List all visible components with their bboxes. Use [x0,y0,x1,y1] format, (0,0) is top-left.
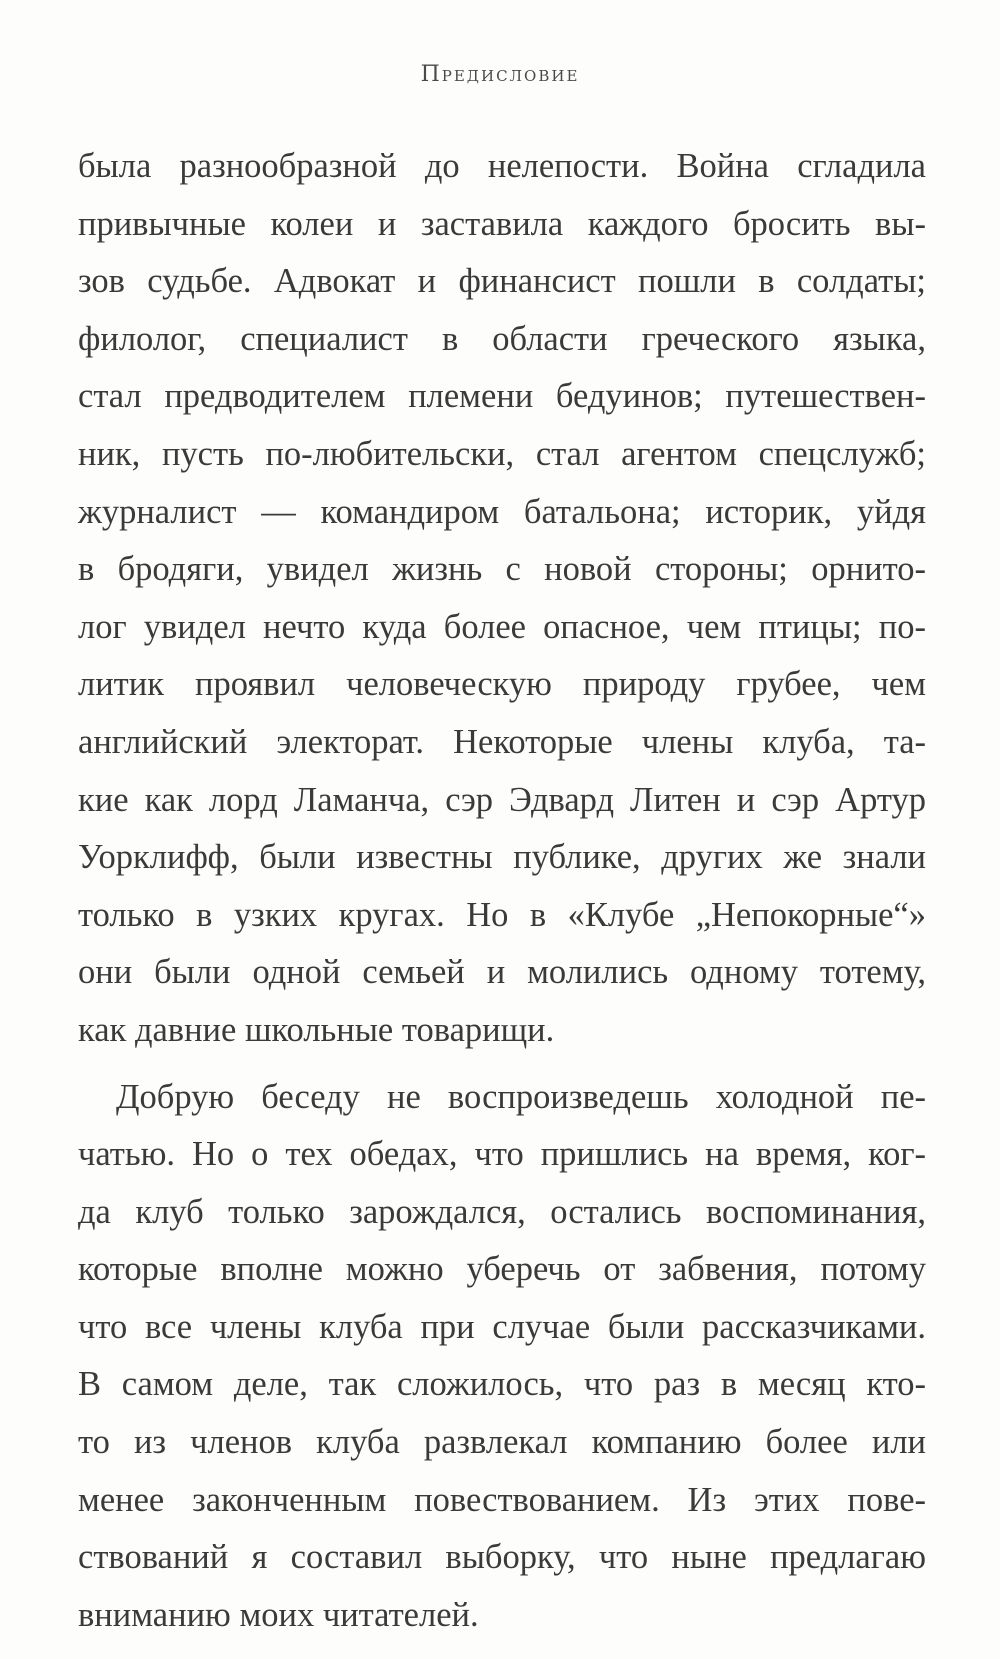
text-line: была разнообразной до нелепости. Война сгладила [78,147,926,185]
text-line: ник, пусть по-любительски, стал агентом спецслужб; [78,434,926,473]
text-line: то из членов клуба развлекал компанию более или [78,1423,926,1462]
text-line: что все члены клуба при случае были рассказчиками. [78,1307,926,1346]
text-line: филолог, специалист в области греческого языка, [78,319,926,358]
text-line: зов судьбе. Адвокат и финансист пошли в солдаты; [78,262,926,301]
body-text [78,138,926,1644]
text-line: в бродяги, увидел жизнь с новой стороны; орнито- [78,550,926,589]
text-line: кие как лорд Ламанча, сэр Эдвард Литен и сэр Артур [78,780,926,819]
text-line: чатью. Но о тех обедах, что пришлись на время, ког- [78,1135,926,1174]
paragraph-1 [78,138,926,1060]
text-line: Добрую беседу не воспроизведешь холодной пе- [116,1077,926,1116]
paragraph-2 [78,1069,926,1645]
text-line: лог увидел нечто куда более опасное, чем птицы; по- [78,607,926,646]
text-line: стал предводителем племени бедуинов; путешествен- [78,377,926,416]
text-line: журналист — командиром батальона; историк, уйдя [78,492,926,531]
text-line: литик проявил человеческую природу грубее, чем [78,665,926,704]
text-line: ствований я составил выборку, что ныне предлагаю [78,1538,926,1577]
text-line: привычные колеи и заставила каждого бросить вы- [78,204,926,243]
running-title: Предисловие [420,62,580,87]
text-line: Уорклифф, были известны публике, других же знали [78,838,926,877]
text-line: английский электорат. Некоторые члены клуба, та- [78,722,926,761]
text-line: как давние школьные товарищи. [78,1010,555,1049]
text-line: только в узких кругах. Но в «Клубе „Непокорные“» [78,895,926,934]
text-line: да клуб только зарождался, остались воспоминания, [78,1192,926,1231]
text-line: которые вполне можно уберечь от забвения, потому [78,1250,926,1289]
text-line: вниманию моих читателей. [78,1595,479,1634]
text-line: менее законченным повествованием. Из этих пове- [78,1480,926,1519]
text-line: В самом деле, так сложилось, что раз в месяц кто- [78,1365,926,1404]
text-line: они были одной семьей и молились одному тотему, [78,953,926,992]
